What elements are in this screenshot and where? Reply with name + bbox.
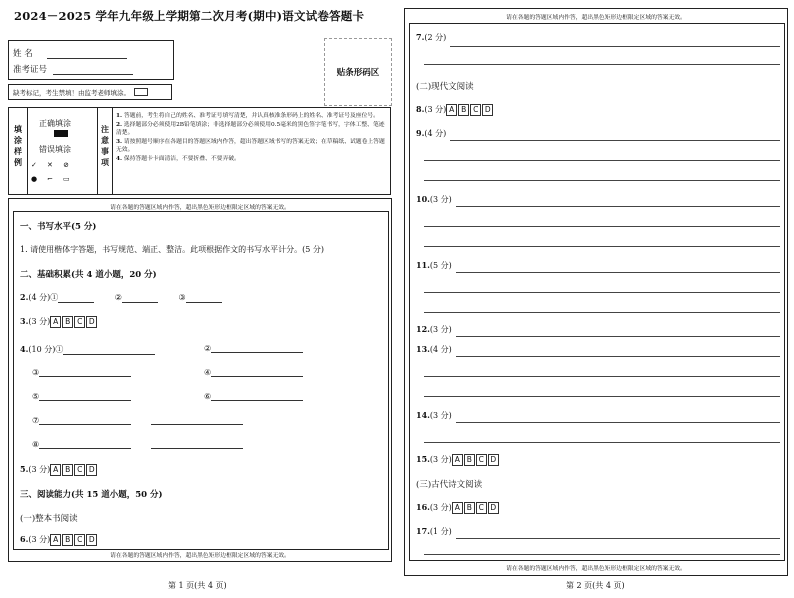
answer-line[interactable] (450, 46, 780, 47)
notes-title-char: 事 (101, 146, 109, 156)
option-a-box[interactable]: A (446, 104, 457, 116)
question-4 (20, 344, 155, 355)
page1-footer: 第 1 页(共 4 页) (168, 581, 227, 590)
answer-line[interactable] (450, 140, 780, 141)
answer-blank[interactable] (39, 440, 131, 449)
answer-line[interactable] (424, 442, 780, 443)
question-4-blank-6 (204, 392, 303, 401)
question-5 (20, 464, 98, 476)
wrong-mark: ✕ (47, 161, 53, 169)
question-number: 14. (416, 410, 430, 420)
question-number: 5. (20, 464, 29, 474)
answer-blank[interactable] (63, 346, 155, 355)
section-writing: 一、书写水平(5 分) (20, 222, 97, 232)
answer-blank[interactable] (39, 416, 131, 425)
blank-marker: ① (50, 293, 59, 302)
answer-line[interactable] (424, 226, 780, 227)
subsection-book-reading: (一)整本书阅读 (20, 514, 78, 524)
question-9 (416, 128, 446, 139)
question-3 (20, 316, 98, 328)
answer-line[interactable] (424, 312, 780, 313)
notes-list (116, 112, 386, 164)
subsection-modern-reading: (二)现代文阅读 (416, 82, 474, 92)
question-4-blank-4 (204, 368, 303, 377)
blank-marker: ③ (178, 293, 186, 302)
name-field[interactable] (47, 49, 127, 59)
answer-line[interactable] (424, 292, 780, 293)
blank-marker: ⑧ (32, 440, 40, 449)
option-c-box[interactable]: C (476, 502, 487, 514)
answer-line[interactable] (456, 272, 780, 273)
answer-blank[interactable] (39, 392, 131, 401)
sample-title-char: 例 (14, 157, 22, 167)
question-10 (416, 194, 452, 205)
exam-id-row (13, 63, 133, 75)
answer-line[interactable] (424, 396, 780, 397)
question-score: (4 分) (429, 345, 452, 354)
option-d-box[interactable]: D (86, 316, 97, 328)
question-score: (3 分) (28, 317, 51, 326)
answer-line[interactable] (424, 376, 780, 377)
section-basics: 二、基础积累(共 4 道小题，20 分) (20, 270, 157, 280)
question-score: (3 分) (429, 325, 452, 334)
option-b-box[interactable]: B (62, 464, 73, 476)
answer-line[interactable] (456, 336, 780, 337)
question-number: 10. (416, 194, 430, 204)
question-7 (416, 32, 446, 43)
note-number: 1. (116, 113, 123, 119)
notes-box (96, 107, 391, 195)
note-text: 答题前，考生将自己的姓名、准考证号填写清楚，并认真核准条形码上的姓名、准考证号及座位号。 (123, 113, 379, 119)
notes-title-char: 项 (101, 157, 109, 167)
answer-line[interactable] (456, 422, 780, 423)
sample-title-char: 样 (14, 146, 22, 156)
absent-checkbox[interactable] (134, 88, 148, 96)
answer-blank[interactable] (39, 368, 131, 377)
note-text: 请按照题号顺序在各题目的答题区域内作答，超出答题区域书写的答案无效；在草稿纸、试题卷上答题无效。 (116, 138, 385, 154)
answer-blank[interactable] (122, 294, 158, 303)
question-12 (416, 324, 452, 335)
page2-answer-panel (404, 8, 788, 576)
blank-marker: ⑦ (32, 416, 40, 425)
notes-title (100, 124, 110, 168)
question-8 (416, 104, 494, 116)
question-4-blank-8 (32, 440, 243, 449)
answer-line[interactable] (424, 554, 780, 555)
question-number: 17. (416, 526, 430, 536)
sample-title (13, 124, 23, 168)
blank-marker: ⑥ (204, 392, 212, 401)
answer-line[interactable] (424, 160, 780, 161)
question-score: (3 分) (28, 465, 51, 474)
fill-sample-box (8, 107, 98, 195)
answer-blank[interactable] (211, 368, 303, 377)
correct-fill-mark (54, 130, 68, 137)
option-d-box[interactable]: D (86, 534, 97, 546)
option-b-box[interactable]: B (62, 534, 73, 546)
option-c-box[interactable]: C (74, 534, 85, 546)
answer-line[interactable] (456, 356, 780, 357)
wrong-mark: ● (31, 175, 38, 183)
question-2 (20, 292, 222, 303)
question-number: 11. (416, 260, 430, 270)
question-6 (20, 534, 98, 546)
note-item (116, 121, 386, 138)
question-4-blank-3 (32, 368, 131, 377)
answer-blank[interactable] (151, 416, 243, 425)
page1-answer-area (13, 211, 389, 550)
question-4-blank-7 (32, 416, 243, 425)
sample-title-char: 涂 (14, 135, 22, 145)
question-4-blank-5 (32, 392, 131, 401)
question-4-blank-2 (204, 344, 303, 353)
option-c-box[interactable]: C (74, 316, 85, 328)
wrong-mark: ▭ (63, 175, 70, 183)
question-number: 12. (416, 324, 430, 334)
question-number: 9. (416, 128, 425, 138)
option-d-box[interactable]: D (488, 454, 499, 466)
exam-id-label: 准考证号 (13, 65, 48, 75)
blank-marker: ① (55, 345, 64, 354)
question-score: (3 分) (429, 411, 452, 420)
notes-title-char: 意 (101, 135, 109, 145)
option-a-box[interactable]: A (452, 454, 463, 466)
student-info-box (8, 40, 174, 80)
question-13 (416, 344, 452, 355)
answer-area-warning: 请在各题的答题区域内作答，超出黑色矩形边框限定区域的答案无效。 (506, 15, 686, 21)
question-number: 16. (416, 502, 430, 512)
blank-marker: ② (114, 293, 122, 302)
question-score: (4 分) (28, 293, 51, 302)
note-text: 选择题部分必须使用2B铅笔填涂；非选择题部分必须使用0.5毫米的黑色签字笔书写，字体工整、笔迹清楚。 (116, 121, 385, 137)
answer-line[interactable] (456, 538, 780, 539)
option-a-box[interactable]: A (50, 316, 61, 328)
option-b-box[interactable]: B (464, 502, 475, 514)
question-score: (3 分) (429, 455, 452, 464)
barcode-area: 贴条形码区 (324, 38, 392, 106)
note-number: 4. (116, 155, 123, 162)
blank-marker: ③ (32, 368, 40, 377)
question-score: (10 分) (28, 345, 56, 354)
blank-marker: ② (204, 344, 212, 353)
option-a-box[interactable]: A (452, 502, 463, 514)
wrong-mark: ⊘ (63, 161, 69, 169)
option-b-box[interactable]: B (458, 104, 469, 116)
question-number: 13. (416, 344, 430, 354)
question-score: (3 分) (429, 195, 452, 204)
question-score: (4 分) (424, 129, 447, 138)
question-number: 2. (20, 292, 29, 302)
page2-footer: 第 2 页(共 4 页) (566, 581, 625, 590)
question-score: (3 分) (424, 105, 447, 114)
question-number: 4. (20, 344, 29, 354)
notes-title-char: 注 (101, 124, 109, 134)
notes-divider (112, 108, 113, 194)
wrong-mark: ⌐ (47, 175, 53, 183)
section-reading: 三、阅读能力(共 15 道小题，50 分) (20, 490, 163, 500)
note-item (116, 138, 386, 155)
option-c-box[interactable]: C (470, 104, 481, 116)
wrong-mark: ✓ (31, 161, 37, 169)
answer-line[interactable] (456, 206, 780, 207)
question-number: 7. (416, 32, 425, 42)
wrong-fill-label: 错误填涂 (39, 145, 71, 154)
page1-answer-panel (8, 198, 392, 562)
question-14 (416, 410, 452, 421)
answer-area-warning: 请在各题的答题区域内作答，超出黑色矩形边框限定区域的答案无效。 (110, 205, 290, 211)
option-a-box[interactable]: A (50, 534, 61, 546)
absent-text: 缺考标记，考生禁填！由监考老师填涂。 (13, 88, 130, 97)
note-item (116, 155, 386, 164)
blank-marker: ④ (204, 368, 212, 377)
question-number: 15. (416, 454, 430, 464)
note-text: 保持答题卡卡面清洁，不要折叠、不要弄破。 (123, 155, 240, 162)
sample-title-char: 填 (14, 124, 22, 134)
wrong-fill-marks (31, 158, 95, 186)
name-label: 姓 名 (13, 49, 33, 59)
question-15 (416, 454, 500, 466)
question-score: (1 分) (429, 527, 452, 536)
page2-answer-area (409, 23, 785, 561)
option-c-box[interactable]: C (74, 464, 85, 476)
option-d-box[interactable]: D (86, 464, 97, 476)
option-a-box[interactable]: A (50, 464, 61, 476)
blank-marker: ⑤ (32, 392, 40, 401)
answer-blank[interactable] (211, 344, 303, 353)
answer-line[interactable] (424, 180, 780, 181)
question-score: (3 分) (28, 535, 51, 544)
answer-blank[interactable] (151, 440, 243, 449)
option-d-box[interactable]: D (482, 104, 493, 116)
question-17 (416, 526, 452, 537)
question-11 (416, 260, 452, 271)
absent-mark-box (8, 84, 172, 100)
option-b-box[interactable]: B (464, 454, 475, 466)
question-1: 1. 请使用楷体字答题，书写规范、端正、整洁。此项根据作文的书写水平计分。(5 分) (20, 245, 325, 254)
question-score: (5 分) (429, 261, 452, 270)
correct-fill-label: 正确填涂 (39, 119, 71, 128)
name-row (13, 47, 127, 59)
question-score: (3 分) (429, 503, 452, 512)
answer-blank[interactable] (211, 392, 303, 401)
option-d-box[interactable]: D (488, 502, 499, 514)
question-16 (416, 502, 500, 514)
answer-blank[interactable] (58, 294, 94, 303)
option-b-box[interactable]: B (62, 316, 73, 328)
answer-line[interactable] (424, 64, 780, 65)
question-score: (2 分) (424, 33, 447, 42)
answer-area-warning-bottom: 请在各题的答题区域内作答，超出黑色矩形边框限定区域的答案无效。 (506, 566, 686, 572)
answer-line[interactable] (424, 246, 780, 247)
question-number: 8. (416, 104, 425, 114)
answer-area-warning-bottom: 请在各题的答题区域内作答，超出黑色矩形边框限定区域的答案无效。 (110, 553, 290, 559)
sample-divider (27, 108, 28, 194)
answer-sheet-title: 2024－2025 学年九年级上学期第二次月考(期中)语文试卷答题卡 (14, 9, 365, 23)
note-item (116, 112, 386, 121)
question-number: 6. (20, 534, 29, 544)
exam-id-field[interactable] (53, 65, 133, 75)
question-number: 3. (20, 316, 29, 326)
subsection-classical-reading: (三)古代诗文阅读 (416, 480, 483, 490)
note-number: 2. (116, 121, 123, 128)
option-c-box[interactable]: C (476, 454, 487, 466)
note-number: 3. (116, 138, 123, 145)
answer-blank[interactable] (186, 294, 222, 303)
